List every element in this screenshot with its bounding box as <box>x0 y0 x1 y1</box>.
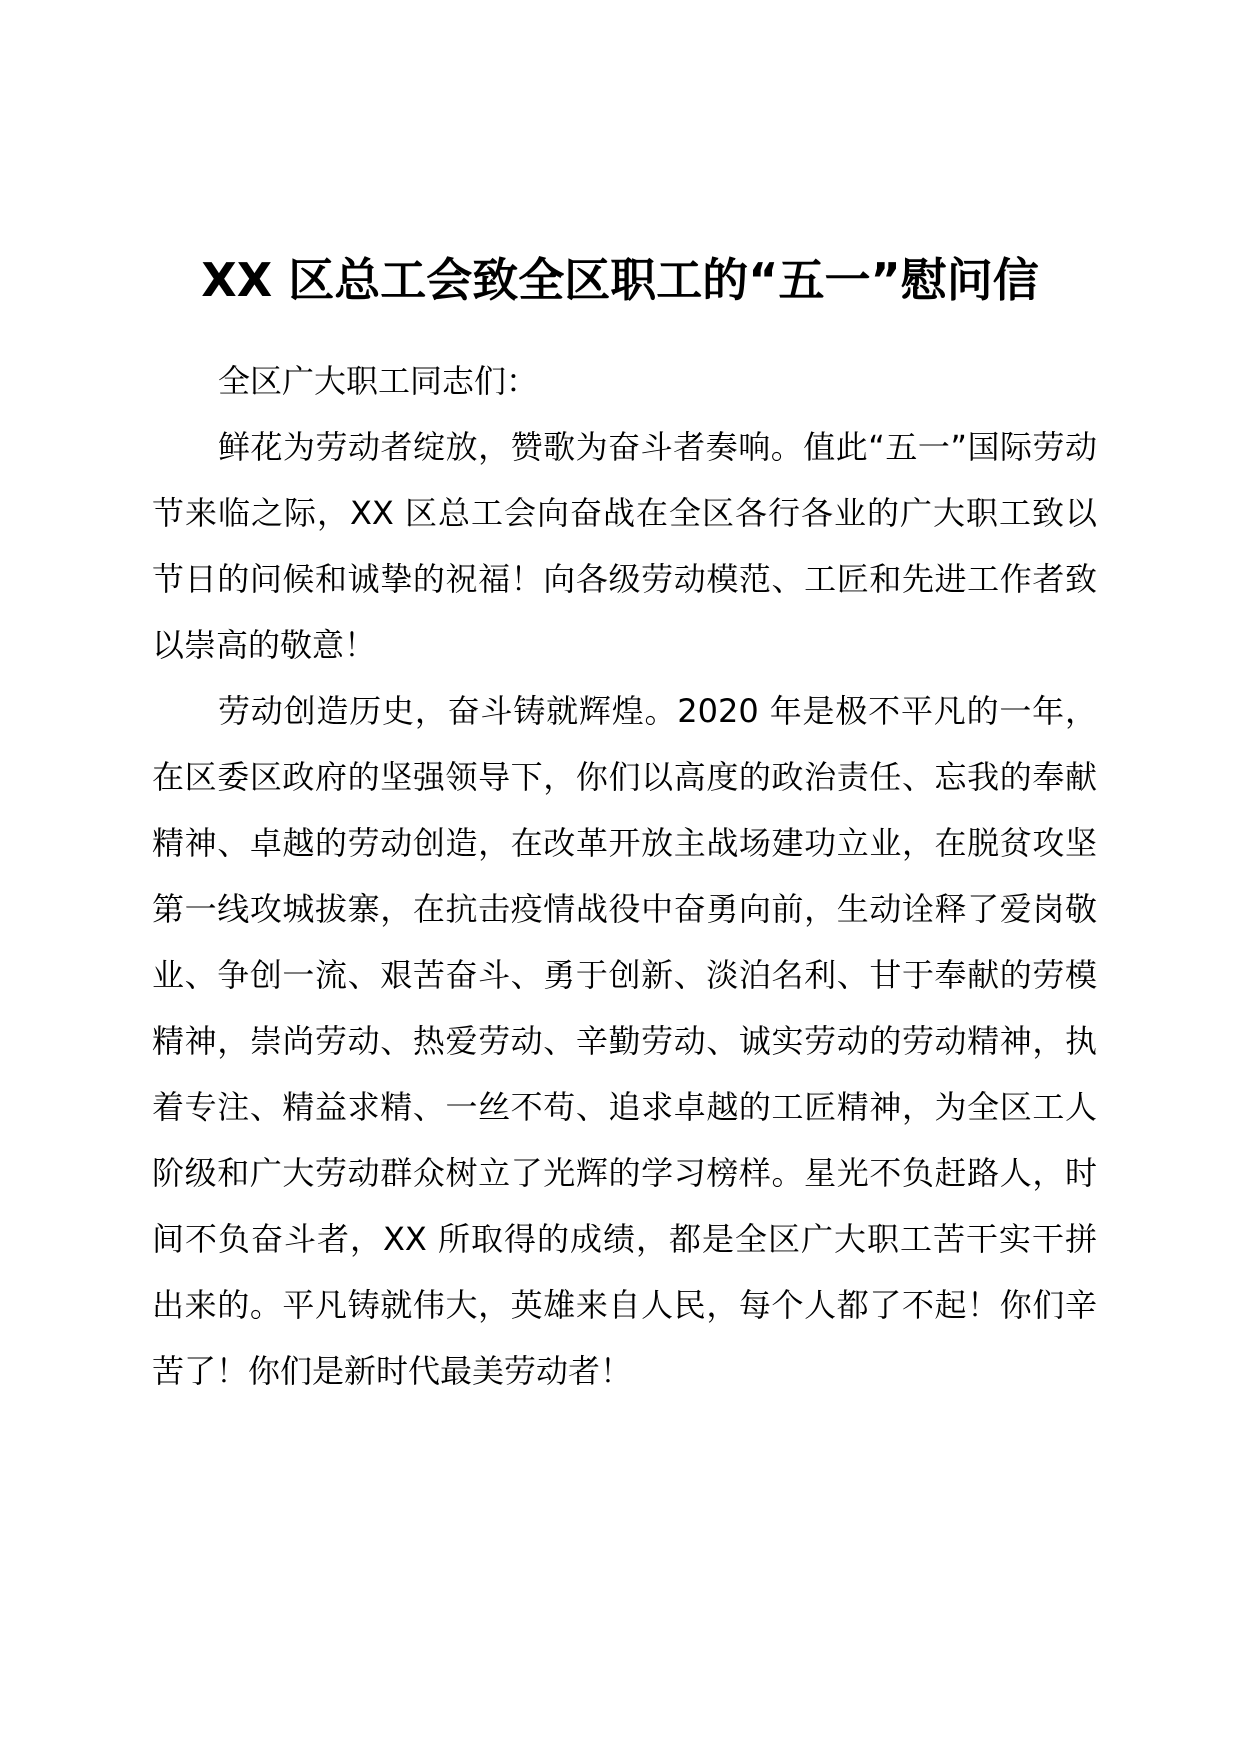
paragraph-achievements: 劳动创造历史，奋斗铸就辉煌。2020 年是极不平凡的一年，在区委区政府的坚强领导下，你们以高度的政治责任、忘我的奉献精神、卓越的劳动创造，在改革开放主战场建功立业，在脱贫攻坚第一线攻城拔寨，在抗击疫情战役中奋勇向前，生动诠释了爱岗敬业、争创一流、艰苦奋斗、勇于创新、淡泊名利、甘于奉献的劳模精神，崇尚劳动、热爱劳动、辛勤劳动、诚实劳动的劳动精神，执着专注、精益求精、一丝不苟、追求卓越的工匠精神，为全区工人阶级和广大劳动群众树立了光辉的学习榜样。星光不负赶路人，时间不负奋斗者，XX 所取得的成绩，都是全区广大职工苦干实干拼出来的。平凡铸就伟大，英雄来自人民，每个人都了不起！你们辛苦了！你们是新时代最美劳动者！ <box>152 692 1097 1390</box>
letter-body <box>152 348 1097 1404</box>
paragraph-greeting: 鲜花为劳动者绽放，赞歌为奋斗者奏响。值此“五一”国际劳动节来临之际，XX 区总工会向奋战在全区各行各业的广大职工致以节日的问候和诚挚的祝福！向各级劳动模范、工匠和先进工作者致以崇高的敬意！ <box>152 428 1097 664</box>
salutation: 全区广大职工同志们： <box>218 362 539 400</box>
letter-title: XX 区总工会致全区职工的“五一”慰问信 <box>201 253 1039 307</box>
